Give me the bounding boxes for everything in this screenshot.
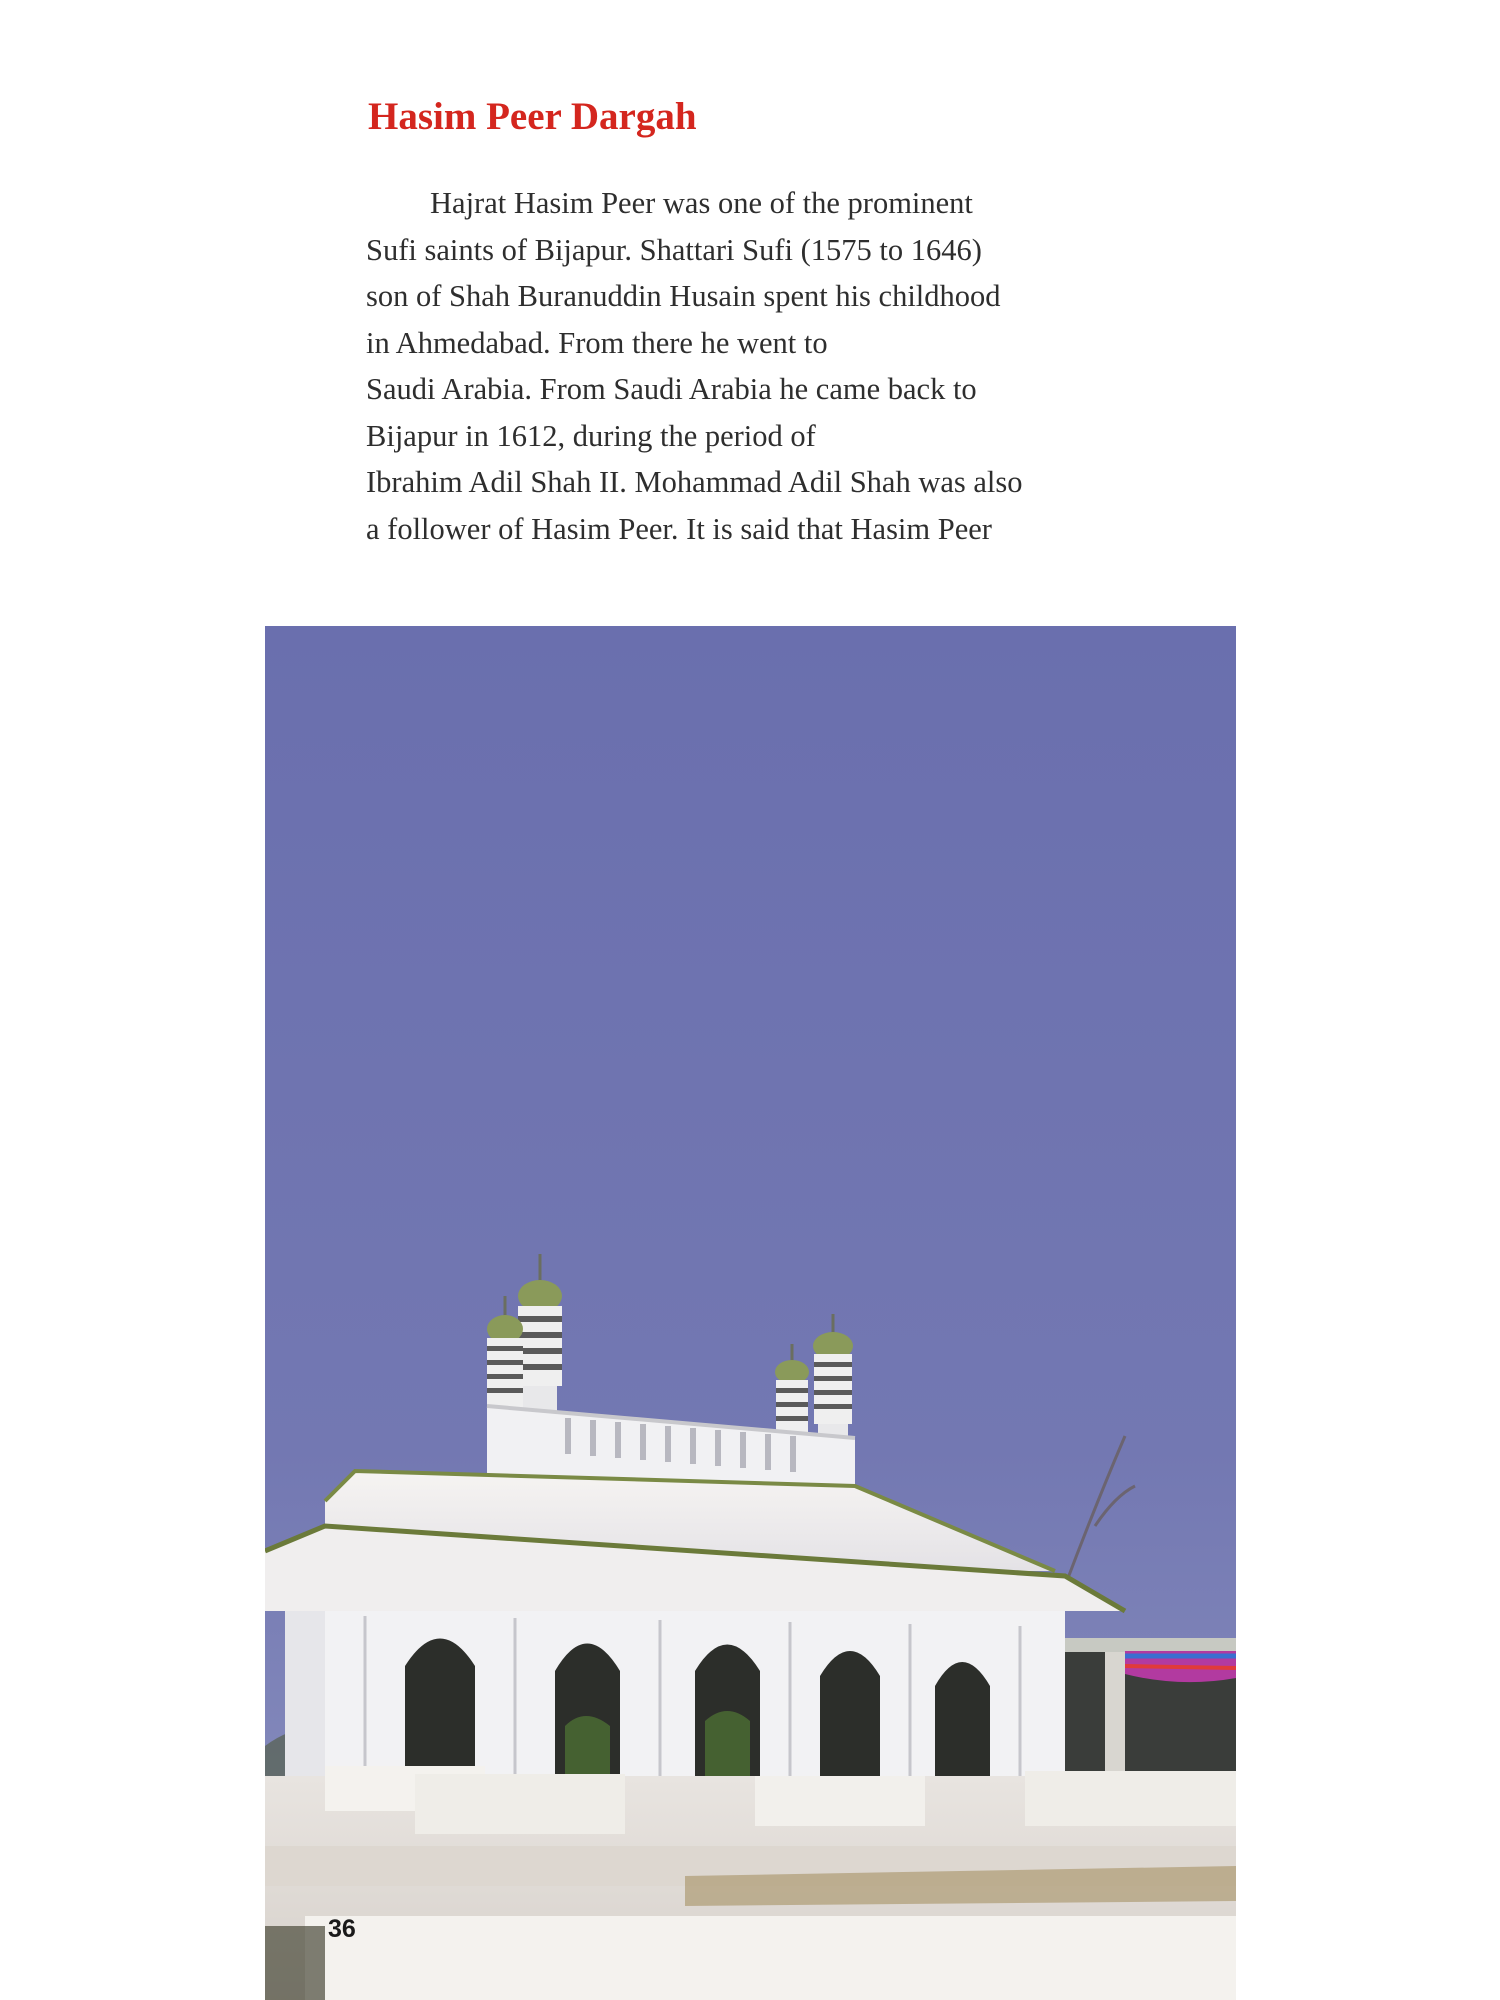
paragraph-line: a follower of Hasim Peer. It is said that Hasim Peer xyxy=(366,511,992,546)
page-heading: Hasim Peer Dargah xyxy=(368,95,697,138)
dargah-photo xyxy=(265,626,1236,2000)
paragraph-line: Hajrat Hasim Peer was one of the prominent xyxy=(430,186,973,220)
body-paragraph xyxy=(366,180,1171,552)
facade xyxy=(285,1611,1065,1786)
paragraph-line: Sufi saints of Bijapur. Shattari Sufi (1575 to 1646) xyxy=(366,232,982,267)
paragraph-line: Ibrahim Adil Shah II. Mohammad Adil Shah was also xyxy=(366,465,1023,499)
page-number: 36 xyxy=(328,1915,356,1943)
side-building xyxy=(1045,1638,1236,1776)
paragraph-line: Saudi Arabia. From Saudi Arabia he came back to xyxy=(366,372,977,406)
paragraph-line: in Ahmedabad. From there he went to xyxy=(366,325,828,360)
paragraph-line: son of Shah Buranuddin Husain spent his childhood xyxy=(366,279,1001,313)
dargah-illustration xyxy=(265,626,1236,2000)
paragraph-line: Bijapur in 1612, during the period of xyxy=(366,418,816,453)
platform xyxy=(265,1766,1236,2000)
